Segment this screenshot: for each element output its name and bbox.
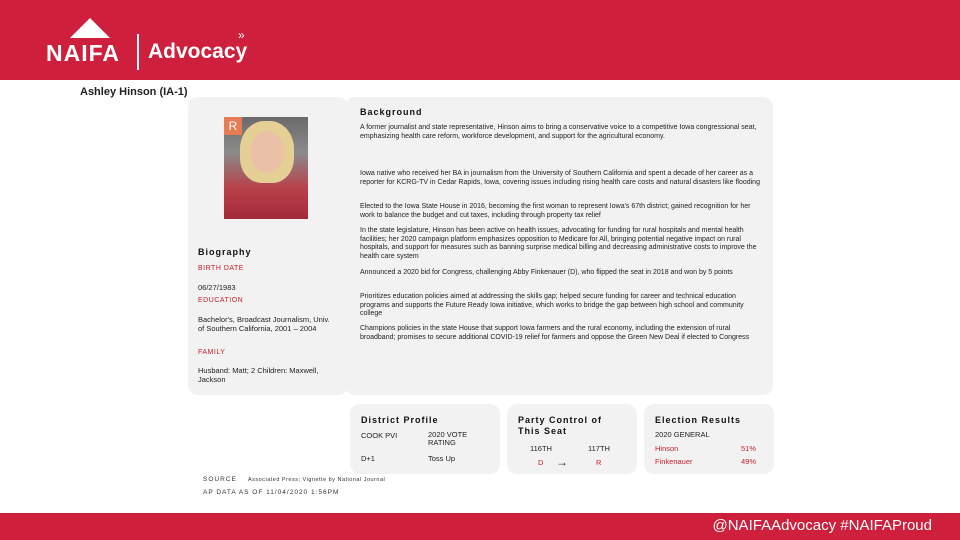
background-paragraph: Iowa native who received her BA in journalism from the University of Southern California and spent a decade of her career as a reporter for KCRG-TV in Cedar Rapids, Iowa, covering issues including rising health care costs and natural disasters like flooding (360, 170, 760, 186)
footer-banner (0, 513, 960, 540)
party-control-heading: Party Control of This Seat (518, 415, 603, 436)
background-paragraph: A former journalist and state representative, Hinson aims to bring a conservative voice to a competitive Iowa congressional seat, emphasizing health care reform, workforce development, and support for the agricultural economy. (360, 124, 757, 140)
candidate-pct: 51% (741, 444, 757, 453)
page-title: Ashley Hinson (IA-1) (80, 86, 188, 98)
candidate-name: Finkenauer (655, 457, 693, 466)
vote-rating-label: 2020 VOTE RATING (428, 430, 468, 447)
biography-heading: Biography (198, 247, 252, 257)
footer-hashtags: @NAIFAAdvocacy #NAIFAProud (712, 517, 932, 534)
naifa-logo-icon (70, 18, 110, 38)
family-value: Husband: Matt; 2 Children: Maxwell, Jackson (198, 366, 319, 384)
district-profile-heading: District Profile (361, 415, 439, 425)
logo-divider (137, 34, 139, 70)
education-value: Bachelor's, Broadcast Journalism, Univ. of Southern California, 2001 – 2004 (198, 315, 330, 333)
party-badge: R (224, 117, 242, 135)
candidate-pct: 49% (741, 457, 757, 466)
cook-pvi-value: D+1 (361, 454, 375, 463)
naifa-logo-text: NAIFA (46, 40, 120, 66)
header-banner (0, 0, 960, 80)
background-heading: Background (360, 107, 423, 117)
background-paragraph: Prioritizes education policies aimed at addressing the skills gap; helped secure funding for career and technical education programs and supports the Future Ready Iowa initiative, which works to bridge the gap between high school and community college (360, 293, 744, 317)
portrait-face (250, 131, 284, 173)
background-paragraph: Elected to the Iowa State House in 2016, becoming the first woman to represent Iowa's 67th district; gained recognition for her work to balance the budget and cut taxes, including through property tax relief (360, 203, 751, 219)
advocacy-wordmark: Advocacy (148, 40, 248, 63)
ap-data-timestamp: AP DATA AS OF 11/04/2020 1:56PM (203, 489, 340, 496)
vote-rating-value: Toss Up (428, 454, 456, 463)
family-label: FAMILY (198, 349, 226, 356)
election-general-label: 2020 GENERAL (655, 430, 710, 439)
party-116-value: D (538, 458, 544, 467)
congress-116-label: 116TH (530, 444, 552, 453)
party-117-value: R (596, 458, 602, 467)
education-label: EDUCATION (198, 297, 244, 304)
chevron-arrows-icon: » (238, 28, 245, 42)
source-label: SOURCE (203, 476, 237, 483)
birth-date-value: 06/27/1983 (198, 283, 236, 292)
background-paragraph: Champions policies in the state House that support Iowa farmers and the rural economy, including the extension of rural broadband; promises to secure additional COVID-19 relief for farmers and oppose the Green New Deal if elected to Congress (360, 325, 750, 341)
birth-date-label: BIRTH DATE (198, 265, 244, 272)
candidate-name: Hinson (655, 444, 679, 453)
congress-117-label: 117TH (588, 444, 610, 453)
arrow-right-icon: → (556, 455, 568, 469)
source-text: Associated Press; Vignette by National Journal (248, 477, 386, 483)
election-results-heading: Election Results (655, 415, 742, 425)
background-paragraph: In the state legislature, Hinson has been active on health issues, advocating for funding for rural hospitals and mental health facilities; her 2020 campaign platform emphasizes opposition to Medicare for All, bringing potential negative impact on rural hospitals, and support for measures such as banning surprise medical billing and decreasing administrative costs to improve the health care system (360, 227, 757, 260)
cook-pvi-label: COOK PVI (361, 431, 398, 440)
background-paragraph: Announced a 2020 bid for Congress, challenging Abby Finkenauer (D), who flipped the seat in 2018 and won by 5 points (360, 269, 733, 276)
